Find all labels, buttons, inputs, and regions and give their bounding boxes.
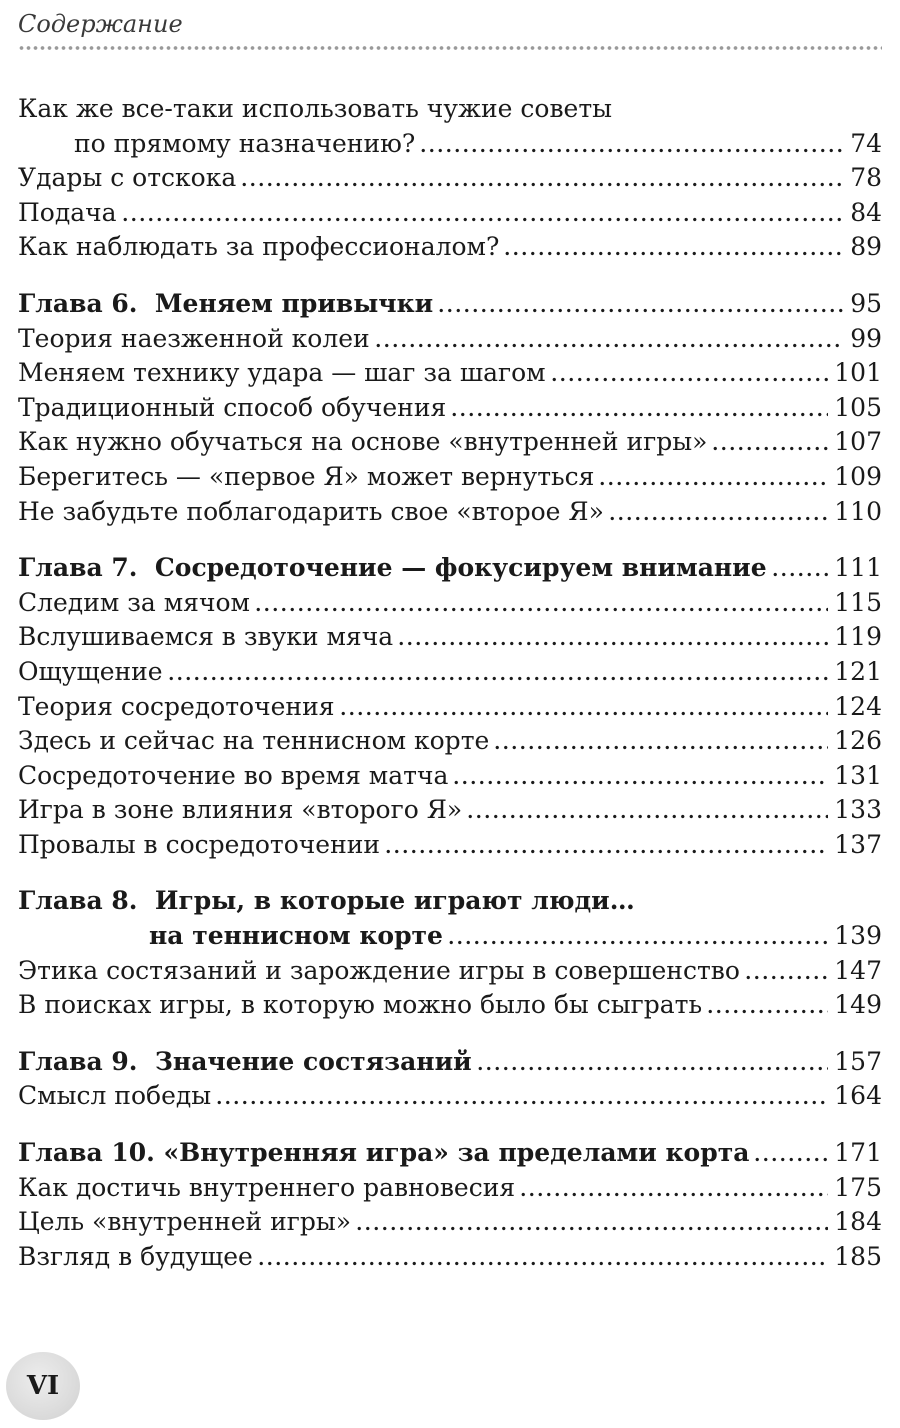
dot-leader — [608, 501, 828, 521]
toc-chapter-title: Глава 9. Значение состязаний — [18, 1046, 472, 1076]
dot-leader — [384, 834, 828, 854]
toc-page-number: 105 — [834, 392, 882, 422]
toc-chapter-line: Глава 8. Игры, в которые играют люди… — [18, 886, 635, 916]
dot-leader — [711, 431, 828, 451]
toc-entry-title: Теория сосредоточения — [18, 691, 335, 721]
toc-entry[interactable] — [18, 759, 882, 794]
toc-entry[interactable] — [18, 161, 882, 196]
dot-leader — [550, 362, 829, 382]
toc-page-number: 78 — [850, 163, 882, 193]
page-folio-number: VI — [26, 1371, 60, 1401]
toc-entry-title: В поисках игры, в которую можно было бы сыграть — [18, 990, 703, 1020]
dot-leader — [503, 236, 844, 256]
page-folio-badge — [6, 1352, 80, 1420]
dot-leader — [374, 328, 844, 348]
toc-entry[interactable] — [18, 954, 882, 989]
toc-entry[interactable] — [18, 1240, 882, 1275]
header-dotted-rule — [18, 45, 882, 51]
table-of-contents — [18, 92, 882, 1274]
dot-leader — [437, 293, 844, 313]
dot-leader — [167, 661, 829, 681]
toc-entry[interactable] — [18, 793, 882, 828]
toc-chapter-title: Глава 10. «Внутренняя игра» за пределами корта — [18, 1138, 750, 1168]
toc-page-number: 99 — [850, 323, 882, 353]
dot-leader — [476, 1051, 829, 1071]
toc-entry-title: Удары с отскока — [18, 163, 237, 193]
toc-page-number: 185 — [834, 1241, 882, 1271]
toc-entry[interactable] — [18, 230, 882, 265]
toc-page-number: 111 — [834, 553, 882, 583]
toc-entry-title: Вслушиваемся в звуки мяча — [18, 622, 394, 652]
toc-chapter-title: Глава 7. Сосредоточение — фокусируем внимание — [18, 553, 767, 583]
toc-page-number: 126 — [834, 726, 882, 756]
toc-page-number: 184 — [834, 1207, 882, 1237]
toc-chapter[interactable] — [18, 919, 882, 954]
dot-leader — [753, 1142, 828, 1162]
toc-entry[interactable] — [18, 828, 882, 863]
section-gap — [18, 1023, 882, 1045]
dot-leader — [419, 133, 844, 153]
toc-entry-title: Этика состязаний и зарождение игры в совершенство — [18, 955, 740, 985]
toc-entry-title: Взгляд в будущее — [18, 1241, 253, 1271]
toc-page-number: 133 — [834, 795, 882, 825]
toc-entry-title: Ощущение — [18, 656, 163, 686]
toc-entry-title: Игра в зоне влияния «второго Я» — [18, 795, 463, 825]
toc-entry-title: Не забудьте поблагодарить свое «второе Я» — [18, 496, 604, 526]
toc-entry-title: Сосредоточение во время матча — [18, 760, 449, 790]
toc-page-number: 131 — [834, 760, 882, 790]
toc-page-number: 137 — [834, 829, 882, 859]
toc-entry[interactable] — [18, 724, 882, 759]
toc-chapter[interactable] — [18, 1045, 882, 1080]
toc-entry[interactable] — [18, 322, 882, 357]
dot-leader — [397, 626, 828, 646]
toc-entry[interactable] — [18, 1171, 882, 1206]
toc-page-number: 147 — [834, 955, 882, 985]
toc-entry-title: Меняем технику удара — шаг за шагом — [18, 358, 546, 388]
dot-leader — [706, 994, 828, 1014]
toc-entry-title: Цель «внутренней игры» — [18, 1207, 352, 1237]
toc-page-number: 121 — [834, 656, 882, 686]
toc-page-number: 119 — [834, 622, 882, 652]
toc-chapter-title: на теннисном корте — [149, 921, 443, 951]
section-gap — [18, 529, 882, 551]
toc-entry[interactable] — [18, 586, 882, 621]
toc-page-number: 95 — [850, 288, 882, 318]
toc-entry-title: Здесь и сейчас на теннисном корте — [18, 726, 490, 756]
dot-leader — [447, 925, 828, 945]
toc-page-number: 149 — [834, 990, 882, 1020]
dot-leader — [519, 1177, 828, 1197]
toc-entry[interactable] — [18, 1079, 882, 1114]
dot-leader — [215, 1085, 828, 1105]
toc-entry[interactable] — [18, 1205, 882, 1240]
dot-leader — [450, 397, 828, 417]
toc-page-number: 139 — [834, 921, 882, 951]
toc-page-number: 124 — [834, 691, 882, 721]
toc-entry[interactable] — [18, 655, 882, 690]
toc-entry[interactable] — [18, 460, 882, 495]
toc-page-number: 115 — [834, 587, 882, 617]
dot-leader — [452, 765, 828, 785]
toc-entry-title: Смысл победы — [18, 1081, 212, 1111]
toc-page-number: 171 — [834, 1138, 882, 1168]
toc-page-number: 175 — [834, 1172, 882, 1202]
toc-page-number: 74 — [850, 128, 882, 158]
toc-entry[interactable] — [18, 425, 882, 460]
dot-leader — [355, 1211, 828, 1231]
toc-entry[interactable] — [18, 127, 882, 162]
toc-entry[interactable] — [18, 690, 882, 725]
dot-leader — [744, 960, 828, 980]
toc-entry-title: Как нужно обучаться на основе «внутренней игры» — [18, 427, 708, 457]
dot-leader — [121, 202, 845, 222]
toc-entry-title: Следим за мячом — [18, 587, 250, 617]
toc-entry-title: по прямому назначению? — [74, 128, 416, 158]
dot-leader — [339, 696, 829, 716]
toc-page-number: 110 — [834, 496, 882, 526]
dot-leader — [771, 557, 829, 577]
dot-leader — [598, 466, 828, 486]
dot-leader — [493, 730, 828, 750]
section-gap — [18, 862, 882, 884]
toc-chapter[interactable] — [18, 287, 882, 322]
section-gap — [18, 1114, 882, 1136]
dot-leader — [466, 799, 828, 819]
toc-entry[interactable] — [18, 196, 882, 231]
toc-page-number: 157 — [834, 1046, 882, 1076]
toc-chapter[interactable] — [18, 1136, 882, 1171]
toc-entry-title: Теория наезженной колеи — [18, 323, 370, 353]
toc-page-number: 107 — [834, 427, 882, 457]
toc-entry-title: Как наблюдать за профессионалом? — [18, 232, 500, 262]
toc-page-number: 164 — [834, 1081, 882, 1111]
section-gap — [18, 265, 882, 287]
toc-page-number: 89 — [850, 232, 882, 262]
toc-entry[interactable] — [18, 620, 882, 655]
toc-page-number: 109 — [834, 461, 882, 491]
toc-page-number: 84 — [850, 197, 882, 227]
running-head-title: Содержание — [18, 10, 183, 38]
toc-entry-title: Берегитесь — «первое Я» может вернуться — [18, 461, 595, 491]
toc-entry[interactable] — [18, 356, 882, 391]
dot-leader — [240, 167, 844, 187]
toc-chapter-title: Глава 6. Меняем привычки — [18, 288, 434, 318]
dot-leader — [254, 592, 828, 612]
toc-entry[interactable] — [18, 988, 882, 1023]
toc-entry-title: Традиционный способ обучения — [18, 392, 447, 422]
toc-entry-line: Как же все-таки использовать чужие советы — [18, 94, 613, 123]
dot-leader — [257, 1246, 828, 1266]
toc-entry[interactable] — [18, 391, 882, 426]
toc-entry-title: Как достичь внутреннего равновесия — [18, 1172, 516, 1202]
toc-chapter[interactable] — [18, 551, 882, 586]
toc-entry-title: Подача — [18, 197, 117, 227]
toc-page-number: 101 — [834, 358, 882, 388]
toc-entry[interactable] — [18, 495, 882, 530]
toc-entry-title: Провалы в сосредоточении — [18, 829, 381, 859]
